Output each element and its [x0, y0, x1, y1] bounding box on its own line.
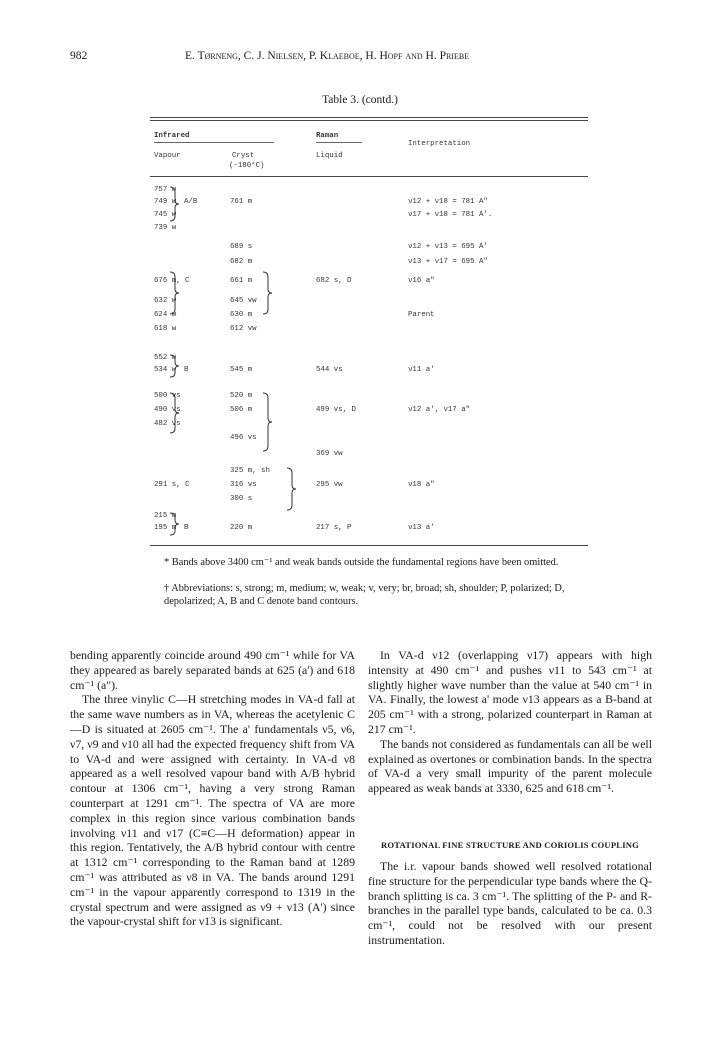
cell-vapour: 552 w	[154, 354, 177, 362]
cell-cryst: 220 m	[230, 524, 253, 532]
table-top-rule-2	[150, 120, 588, 121]
cell-cryst: 612 vw	[230, 325, 257, 333]
section-heading: ROTATIONAL FINE STRUCTURE AND CORIOLIS COUPLING	[380, 839, 640, 850]
table-caption: Table 3. (contd.)	[322, 94, 398, 106]
brace-vapour-500-482	[169, 392, 181, 434]
cell-vapour: 624 w	[154, 311, 177, 319]
table-footnote-dagger: † Abbreviations: s, strong; m, medium; w, weak; v, very; br, broad; sh, shoulder; P, polarized; D, depolarized; A, B and C denote band contours.	[164, 583, 565, 607]
brace-vapour-552-534	[169, 354, 181, 378]
cell-vapour: 749 w	[154, 198, 177, 206]
header-cryst: Cryst	[232, 152, 255, 160]
table-header-rule	[150, 176, 588, 177]
header-raman: Raman	[316, 132, 339, 140]
cell-liquid: 369 vw	[316, 450, 343, 458]
brace-vapour-757-745	[169, 186, 181, 222]
cell-cryst: 682 m	[230, 258, 253, 266]
cell-vapour: 632 w	[154, 297, 177, 305]
infrared-underline	[154, 142, 274, 143]
cell-contour: B	[184, 524, 189, 532]
cell-cryst: 520 m	[230, 392, 253, 400]
cell-cryst: 761 m	[230, 198, 253, 206]
cell-liquid: 217 s, P	[316, 524, 352, 532]
table-top-rule	[150, 117, 588, 118]
cell-cryst: 506 m	[230, 406, 253, 414]
cell-interpretation: ν13 a'	[408, 524, 435, 532]
cell-vapour: 490 vs	[154, 406, 181, 414]
cell-cryst: 325 m, sh	[230, 467, 270, 475]
header-liquid: Liquid	[316, 152, 343, 160]
cell-cryst: 630 m	[230, 311, 253, 319]
brace-cryst-645-612	[262, 271, 274, 315]
brace-cryst-325-300	[286, 467, 298, 511]
cell-vapour: 676 m, C	[154, 277, 190, 285]
table-footnote-star: * Bands above 3400 cm⁻¹ and weak bands outside the fundamental regions have been omitted.	[164, 557, 559, 568]
paragraph: The three vinylic C—H stretching modes in VA-d fall at the same wave numbers as in VA, whereas the acetylenic C—D is situated at 2605 cm⁻¹. The a' fundamentals ν5, ν6, ν7, ν9 and ν10 all had the expected frequency shift from VA to VA-d and were assigned with certainty. In VA-d ν8 appeared as a well resolved vapour band with A/B hybrid contour at 1306 cm⁻¹, having a very strong Raman counterpart at 1291 cm⁻¹. The spectra of VA are more complex in this region since various combination bands involving ν11 and ν17 (C≡C—H deformation) appear in this region. Tentatively, the A/B hybrid contour with centre at 1312 cm⁻¹ corresponding to the Raman band at 1289 cm⁻¹ was attributed as ν8 in VA. The bands around 1291 cm⁻¹ in the vapour apparently correspond to 1319 in the crystal spectrum and were assigned as ν9 + ν13 (A') since the vapour-crystal shift for ν13 is significant.	[70, 692, 355, 929]
brace-cryst-520-496	[262, 392, 274, 452]
cell-cryst: 496 vs	[230, 434, 257, 442]
running-header-authors: E. Tørneng, C. J. Nielsen, P. Klaeboe, H. Hopf and H. Priebe	[185, 50, 470, 62]
cell-cryst: 316 vs	[230, 481, 257, 489]
page-number: 982	[70, 50, 88, 62]
cell-vapour: 739 w	[154, 224, 177, 232]
cell-cryst: 645 vw	[230, 297, 257, 305]
cell-interpretation: ν17 + ν18 = 781 A'.	[408, 211, 493, 219]
cell-interpretation: ν12 a', ν17 a"	[408, 406, 471, 414]
cell-interpretation: ν13 + ν17 = 695 A"	[408, 258, 488, 266]
raman-underline	[316, 142, 362, 143]
cell-liquid: 295 vw	[316, 481, 343, 489]
cell-interpretation: ν12 + ν13 = 695 A'	[408, 243, 488, 251]
cell-interpretation: ν16 a"	[408, 277, 435, 285]
cell-contour: A/B	[184, 198, 198, 206]
cell-cryst: 300 s	[230, 495, 253, 503]
body-right-column	[368, 648, 652, 948]
header-cryst-temp: (-180°C)	[229, 162, 265, 170]
paragraph: In VA-d ν12 (overlapping ν17) appears with high intensity at 490 cm⁻¹ and pushes ν11 to 543 cm⁻¹ at slightly higher wave number than the value at 540 cm⁻¹ in VA. Finally, the lowest a' mode ν13 appears as a B-band at 205 cm⁻¹ with a strong, polarized counterpart in Raman at 217 cm⁻¹.	[368, 648, 652, 736]
cell-cryst: 689 s	[230, 243, 253, 251]
cell-liquid: 544 vs	[316, 366, 343, 374]
brace-vapour-632-618	[169, 271, 181, 315]
cell-interpretation: ν11 a'	[408, 366, 435, 374]
cell-interpretation: ν18 a"	[408, 481, 435, 489]
cell-vapour: 745 w	[154, 211, 177, 219]
cell-vapour: 482 vs	[154, 420, 181, 428]
cell-contour: B	[184, 366, 189, 374]
body-left-column	[70, 648, 355, 929]
brace-vapour-215-195	[169, 512, 181, 536]
header-infrared: Infrared	[154, 132, 190, 140]
cell-interpretation: Parent	[408, 311, 435, 319]
paragraph: The i.r. vapour bands showed well resolved rotational fine structure for the perpendicular type bands where the Q-branch splitting is ca. 3 cm⁻¹. The splitting of the P- and R-branches in the parallel type bands, calculated to be ca. 0.3 cm⁻¹, could not be resolved with our present instrumentation.	[368, 858, 652, 947]
cell-liquid: 682 s, D	[316, 277, 352, 285]
cell-vapour: 500 vs	[154, 392, 181, 400]
cell-vapour: 291 s, C	[154, 481, 190, 489]
header-vapour: Vapour	[154, 152, 181, 160]
cell-liquid: 499 vs, D	[316, 406, 356, 414]
table-bottom-rule	[150, 545, 588, 546]
cell-vapour: 215 m	[154, 512, 177, 520]
paragraph: The bands not considered as fundamentals can all be well explained as overtones or combination bands. In the spectra of VA-d a very small impurity of the parent molecule appeared as weak bands at 3330, 625 and 618 cm⁻¹.	[368, 736, 652, 796]
paragraph: bending apparently coincide around 490 cm⁻¹ while for VA they appeared as barely separated bands at 625 (a') and 618 cm⁻¹ (a").	[70, 648, 355, 692]
cell-cryst: 661 m	[230, 277, 253, 285]
cell-vapour: 618 w	[154, 325, 177, 333]
cell-vapour: 757 w	[154, 186, 177, 194]
header-interpretation: Interpretation	[408, 140, 471, 148]
cell-interpretation: ν12 + ν18 = 781 A"	[408, 198, 488, 206]
cell-vapour: 534 w	[154, 366, 177, 374]
cell-cryst: 545 m	[230, 366, 253, 374]
cell-vapour: 195 m	[154, 524, 177, 532]
